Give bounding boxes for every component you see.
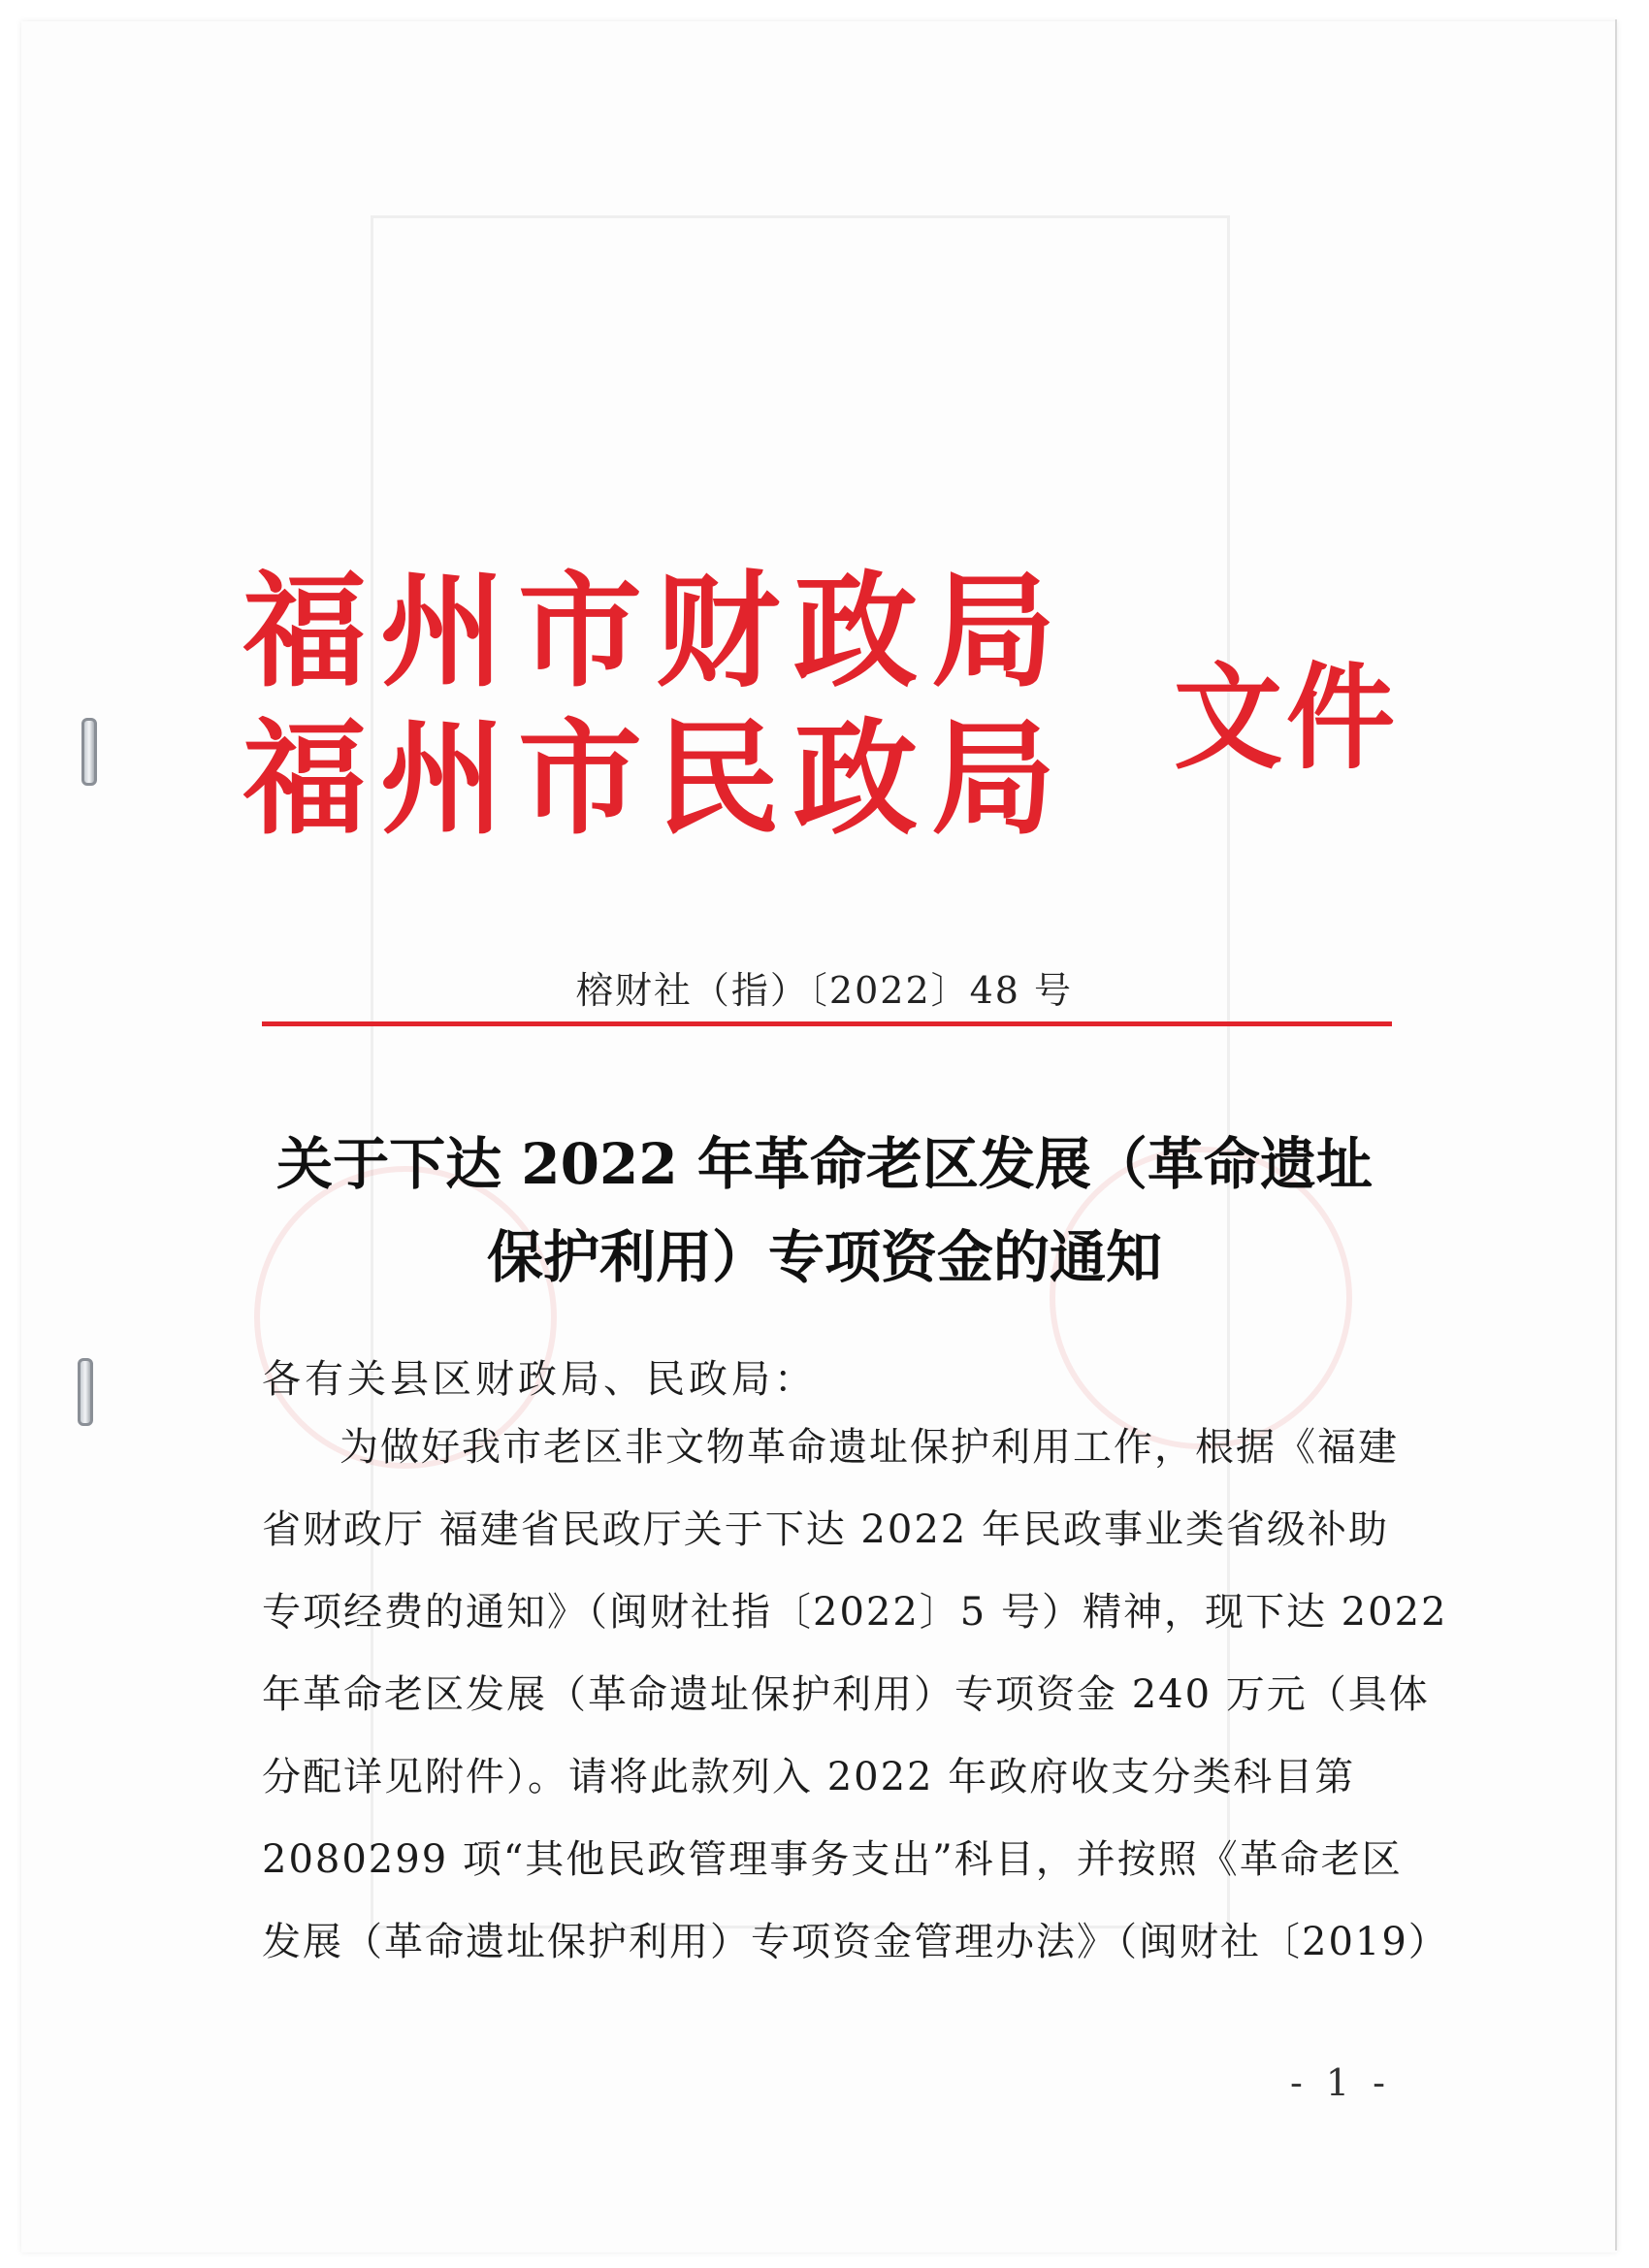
org-name-civil-affairs-bureau: 福州市民政局 xyxy=(242,706,1070,852)
title-line-2: 保护利用）专项资金的通知 xyxy=(486,1224,1162,1290)
issuing-organizations xyxy=(242,558,1069,853)
body-line: 省财政厅 福建省民政厅关于下达 2022 年民政事业类省级补助 xyxy=(262,1507,1389,1552)
body-line: 年革命老区发展（革命遗址保护利用）专项资金 240 万元（具体 xyxy=(262,1672,1430,1717)
document-title xyxy=(0,1118,1649,1304)
title-line-1: 关于下达 2022 年革命老区发展（革命遗址 xyxy=(276,1131,1373,1197)
recipient-line: 各有关县区财政局、民政局： xyxy=(262,1357,817,1402)
document-number: 榕财社（指）〔2022〕48 号 xyxy=(575,969,1074,1012)
body-paragraph xyxy=(262,1407,1449,1984)
staple-bottom xyxy=(78,1358,93,1426)
document-type-label: 文件 xyxy=(1174,650,1399,785)
body-line: 2080299 项“其他民政管理事务支出”科目，并按照《革命老区 xyxy=(262,1837,1403,1882)
org-name-finance-bureau: 福州市财政局 xyxy=(242,559,1070,704)
body-line: 为做好我市老区非文物革命遗址保护利用工作，根据《福建 xyxy=(340,1425,1399,1470)
staple-top xyxy=(81,718,97,786)
page-number: - 1 - xyxy=(1290,2061,1392,2104)
red-divider-line xyxy=(262,1021,1392,1026)
body-line: 分配详见附件）。请将此款列入 2022 年政府收支分类科目第 xyxy=(262,1755,1356,1799)
body-line: 发展（革命遗址保护利用）专项资金管理办法》（闽财社〔2019） xyxy=(262,1920,1449,1964)
body-line: 专项经费的通知》（闽财社指〔2022〕5 号）精神，现下达 2022 xyxy=(262,1590,1448,1635)
